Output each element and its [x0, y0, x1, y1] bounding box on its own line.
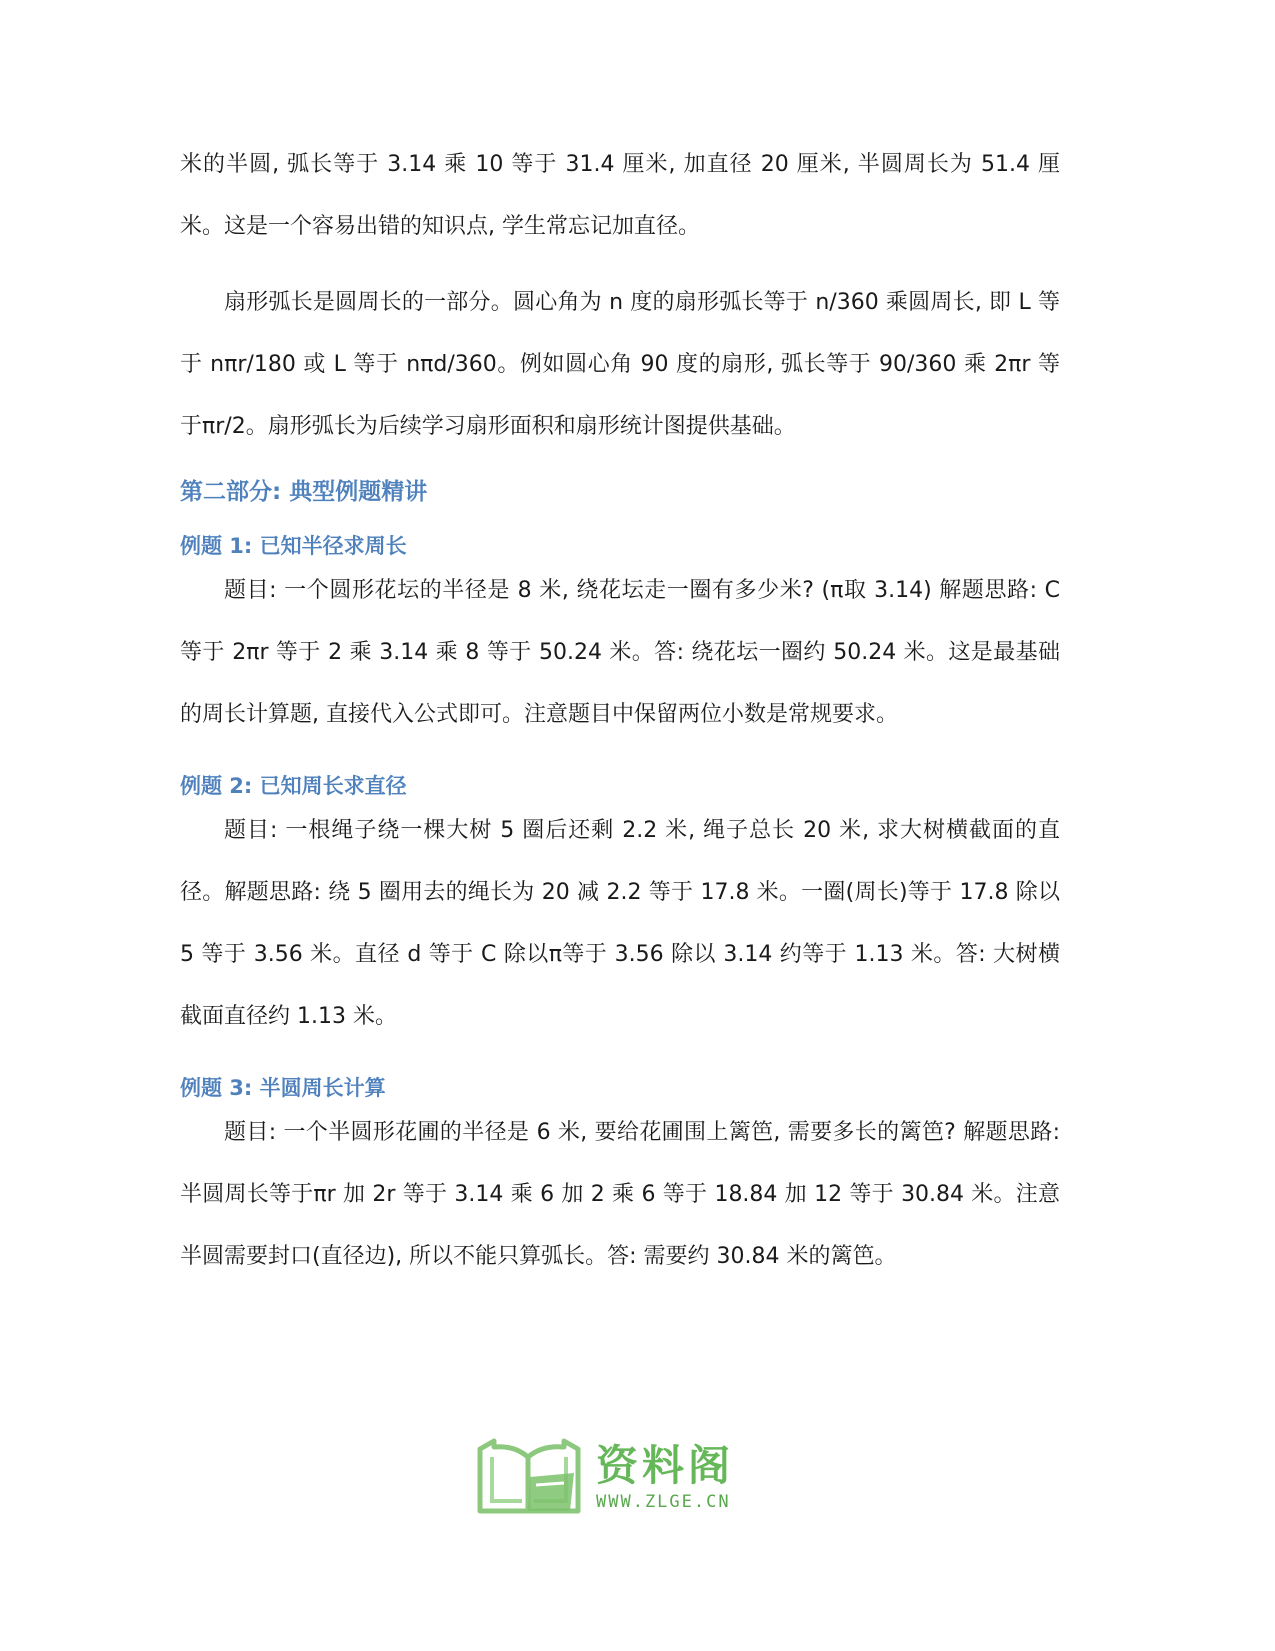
- document-page: [180, 134, 1060, 1288]
- site-logo: [474, 1433, 774, 1523]
- example-2-body: 题目: 一根绳子绕一棵大树 5 圈后还剩 2.2 米, 绳子总长 20 米, 求大树横截面的直径。解题思路: 绕 5 圈用去的绳长为 20 减 2.2 等于 17.8 米。一圈(周长)等于 17.8 除以 5 等于 3.56 米。直径 d 等于 C 除以π等于 3.56 除以 3.14 约等于 1.13 米。答: 大树横截面直径约 1.13 米。: [180, 818, 1060, 1029]
- open-book-folder-icon: [474, 1437, 582, 1519]
- example-1-body: 题目: 一个圆形花坛的半径是 8 米, 绕花坛走一圈有多少米? (π取 3.14) 解题思路: C 等于 2πr 等于 2 乘 3.14 乘 8 等于 50.24 米。答: 绕花坛一圈约 50.24 米。这是最基础的周长计算题, 直接代入公式即可。注意题目中保留两位小数是常规要求。: [180, 578, 1060, 727]
- logo-url: WWW.ZLGE.CN: [596, 1492, 731, 1512]
- example-3-title: 例题 3: 半圆周长计算: [180, 1076, 386, 1100]
- example-2-title: 例题 2: 已知周长求直径: [180, 774, 407, 798]
- section-title: 第二部分: 典型例题精讲: [180, 479, 428, 505]
- example-3-body: 题目: 一个半圆形花圃的半径是 6 米, 要给花圃围上篱笆, 需要多长的篱笆? 解题思路: 半圆周长等于πr 加 2r 等于 3.14 乘 6 加 2 乘 6 等于 18.84 加 12 等于 30.84 米。注意半圆需要封口(直径边), 所以不能只算弧长。答: 需要约 30.84 米的篱笆。: [180, 1120, 1060, 1269]
- paragraph-semicircle-continued: 米的半圆, 弧长等于 3.14 乘 10 等于 31.4 厘米, 加直径 20 厘米, 半圆周长为 51.4 厘米。这是一个容易出错的知识点, 学生常忘记加直径。: [180, 152, 1060, 239]
- example-1-title: 例题 1: 已知半径求周长: [180, 534, 407, 558]
- paragraph-sector-arc: 扇形弧长是圆周长的一部分。圆心角为 n 度的扇形弧长等于 n/360 乘圆周长, 即 L 等于 nπr/180 或 L 等于 nπd/360。例如圆心角 90 度的扇形, 弧长等于 90/360 乘 2πr 等于πr/2。扇形弧长为后续学习扇形面积和扇形统计图提供基础。: [180, 290, 1060, 439]
- logo-text: [596, 1442, 734, 1514]
- logo-title: 资料阁: [596, 1441, 735, 1490]
